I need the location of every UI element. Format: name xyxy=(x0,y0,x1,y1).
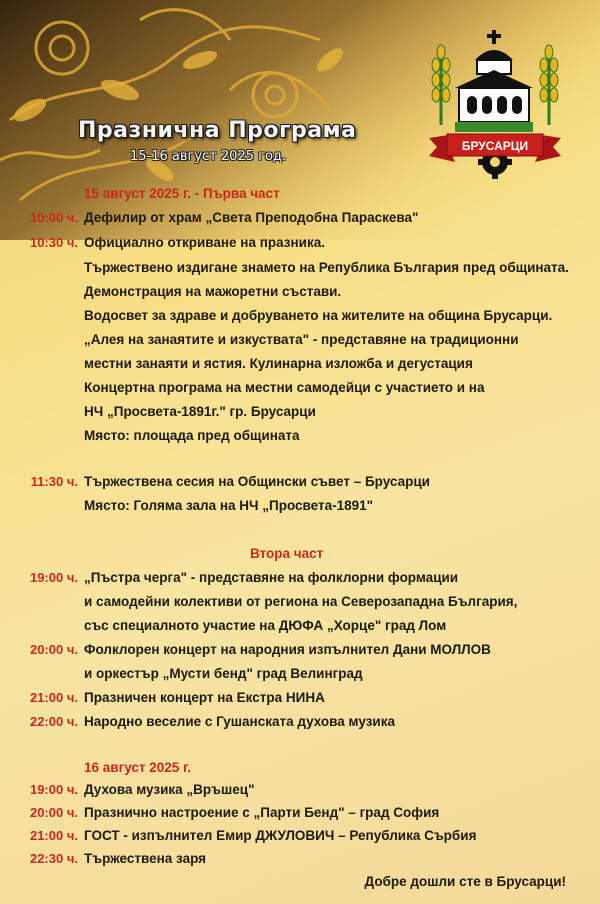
program-dates: 15-16 август 2025 год. xyxy=(130,149,287,164)
emblem-ribbon-text: БРУСАРЦИ xyxy=(461,139,529,153)
event-time: 22:30 ч. xyxy=(29,851,78,866)
event-time: 22:00 ч. xyxy=(29,714,78,729)
event-text: Празнично настроение с „Парти Бенд" – град София xyxy=(84,805,440,820)
event-text: Водосвет за здраве и добруването на жителите на община Брусарци. xyxy=(84,308,553,323)
part2-heading: Втора част xyxy=(250,546,324,561)
event-text: Народно веселие с Гушанската духова музика xyxy=(84,714,395,729)
event-text: ГОСТ - изпълнител Емир ДЖУЛОВИЧ – Република Сърбия xyxy=(84,828,477,843)
event-text: Тържествено издигане знамето на Република България пред общината. xyxy=(84,260,569,275)
event-text: Духова музика „Връшец" xyxy=(84,782,255,797)
event-time: 20:00 ч. xyxy=(29,642,78,657)
day2-heading: 16 август 2025 г. xyxy=(84,760,192,775)
event-text: и самодейни колективи от региона на Северозападна България, xyxy=(84,594,518,609)
event-text: Място: Голяма зала на НЧ „Просвета-1891" xyxy=(84,498,374,513)
event-text: НЧ „Просвета-1891г." гр. Брусарци xyxy=(84,404,316,419)
event-time: 10:30 ч. xyxy=(29,235,78,250)
event-time: 19:00 ч. xyxy=(29,570,78,585)
event-time: 20:00 ч. xyxy=(29,805,78,820)
event-time: 10:00 ч. xyxy=(29,210,78,225)
event-text: Тържествена заря xyxy=(84,851,207,866)
event-text: „Пъстра черга" - представяне на фолклорни формации xyxy=(84,570,459,585)
day1-heading: 15 август 2025 г. - Първа част xyxy=(84,186,280,201)
event-text: и оркестър „Мусти бенд" град Велинград xyxy=(84,666,363,681)
event-text: Дефилир от храм „Света Преподобна Параскева" xyxy=(84,210,419,225)
event-time: 19:00 ч. xyxy=(29,782,78,797)
event-text: Демонстрация на мажоретни състави. xyxy=(84,284,342,299)
event-text: Концертна програма на местни самодейци с участието и на xyxy=(84,380,485,395)
program-title: Празнична Програма xyxy=(78,118,357,143)
church-icon xyxy=(455,30,533,132)
event-time: 11:30 ч. xyxy=(30,474,78,489)
wheat-right-icon xyxy=(540,45,558,125)
welcome-message: Добре дошли сте в Брусарци! xyxy=(364,874,566,889)
event-text: местни занаяти и ястия. Кулинарна изложба и дегустация xyxy=(84,356,473,371)
event-text: Фолклорен концерт на народния изпълнител Дани МОЛЛОВ xyxy=(84,642,491,657)
event-text: Място: площада пред общината xyxy=(84,428,300,443)
event-time: 21:00 ч. xyxy=(29,828,78,843)
event-text: със специалното участие на ДЮФА „Хорце" град Лом xyxy=(84,618,447,633)
brusartsi-emblem xyxy=(425,30,565,180)
event-text: Празничен концерт на Екстра НИНА xyxy=(84,690,325,705)
wheat-left-icon xyxy=(432,45,450,125)
event-text: Тържествена сесия на Общински съвет – Брусарци xyxy=(84,474,430,489)
event-text: „Алея на занаятите и изкуствата" - представяне на традиционни xyxy=(84,332,519,347)
event-text: Официално откриване на празника. xyxy=(84,235,325,250)
event-time: 21:00 ч. xyxy=(29,690,78,705)
